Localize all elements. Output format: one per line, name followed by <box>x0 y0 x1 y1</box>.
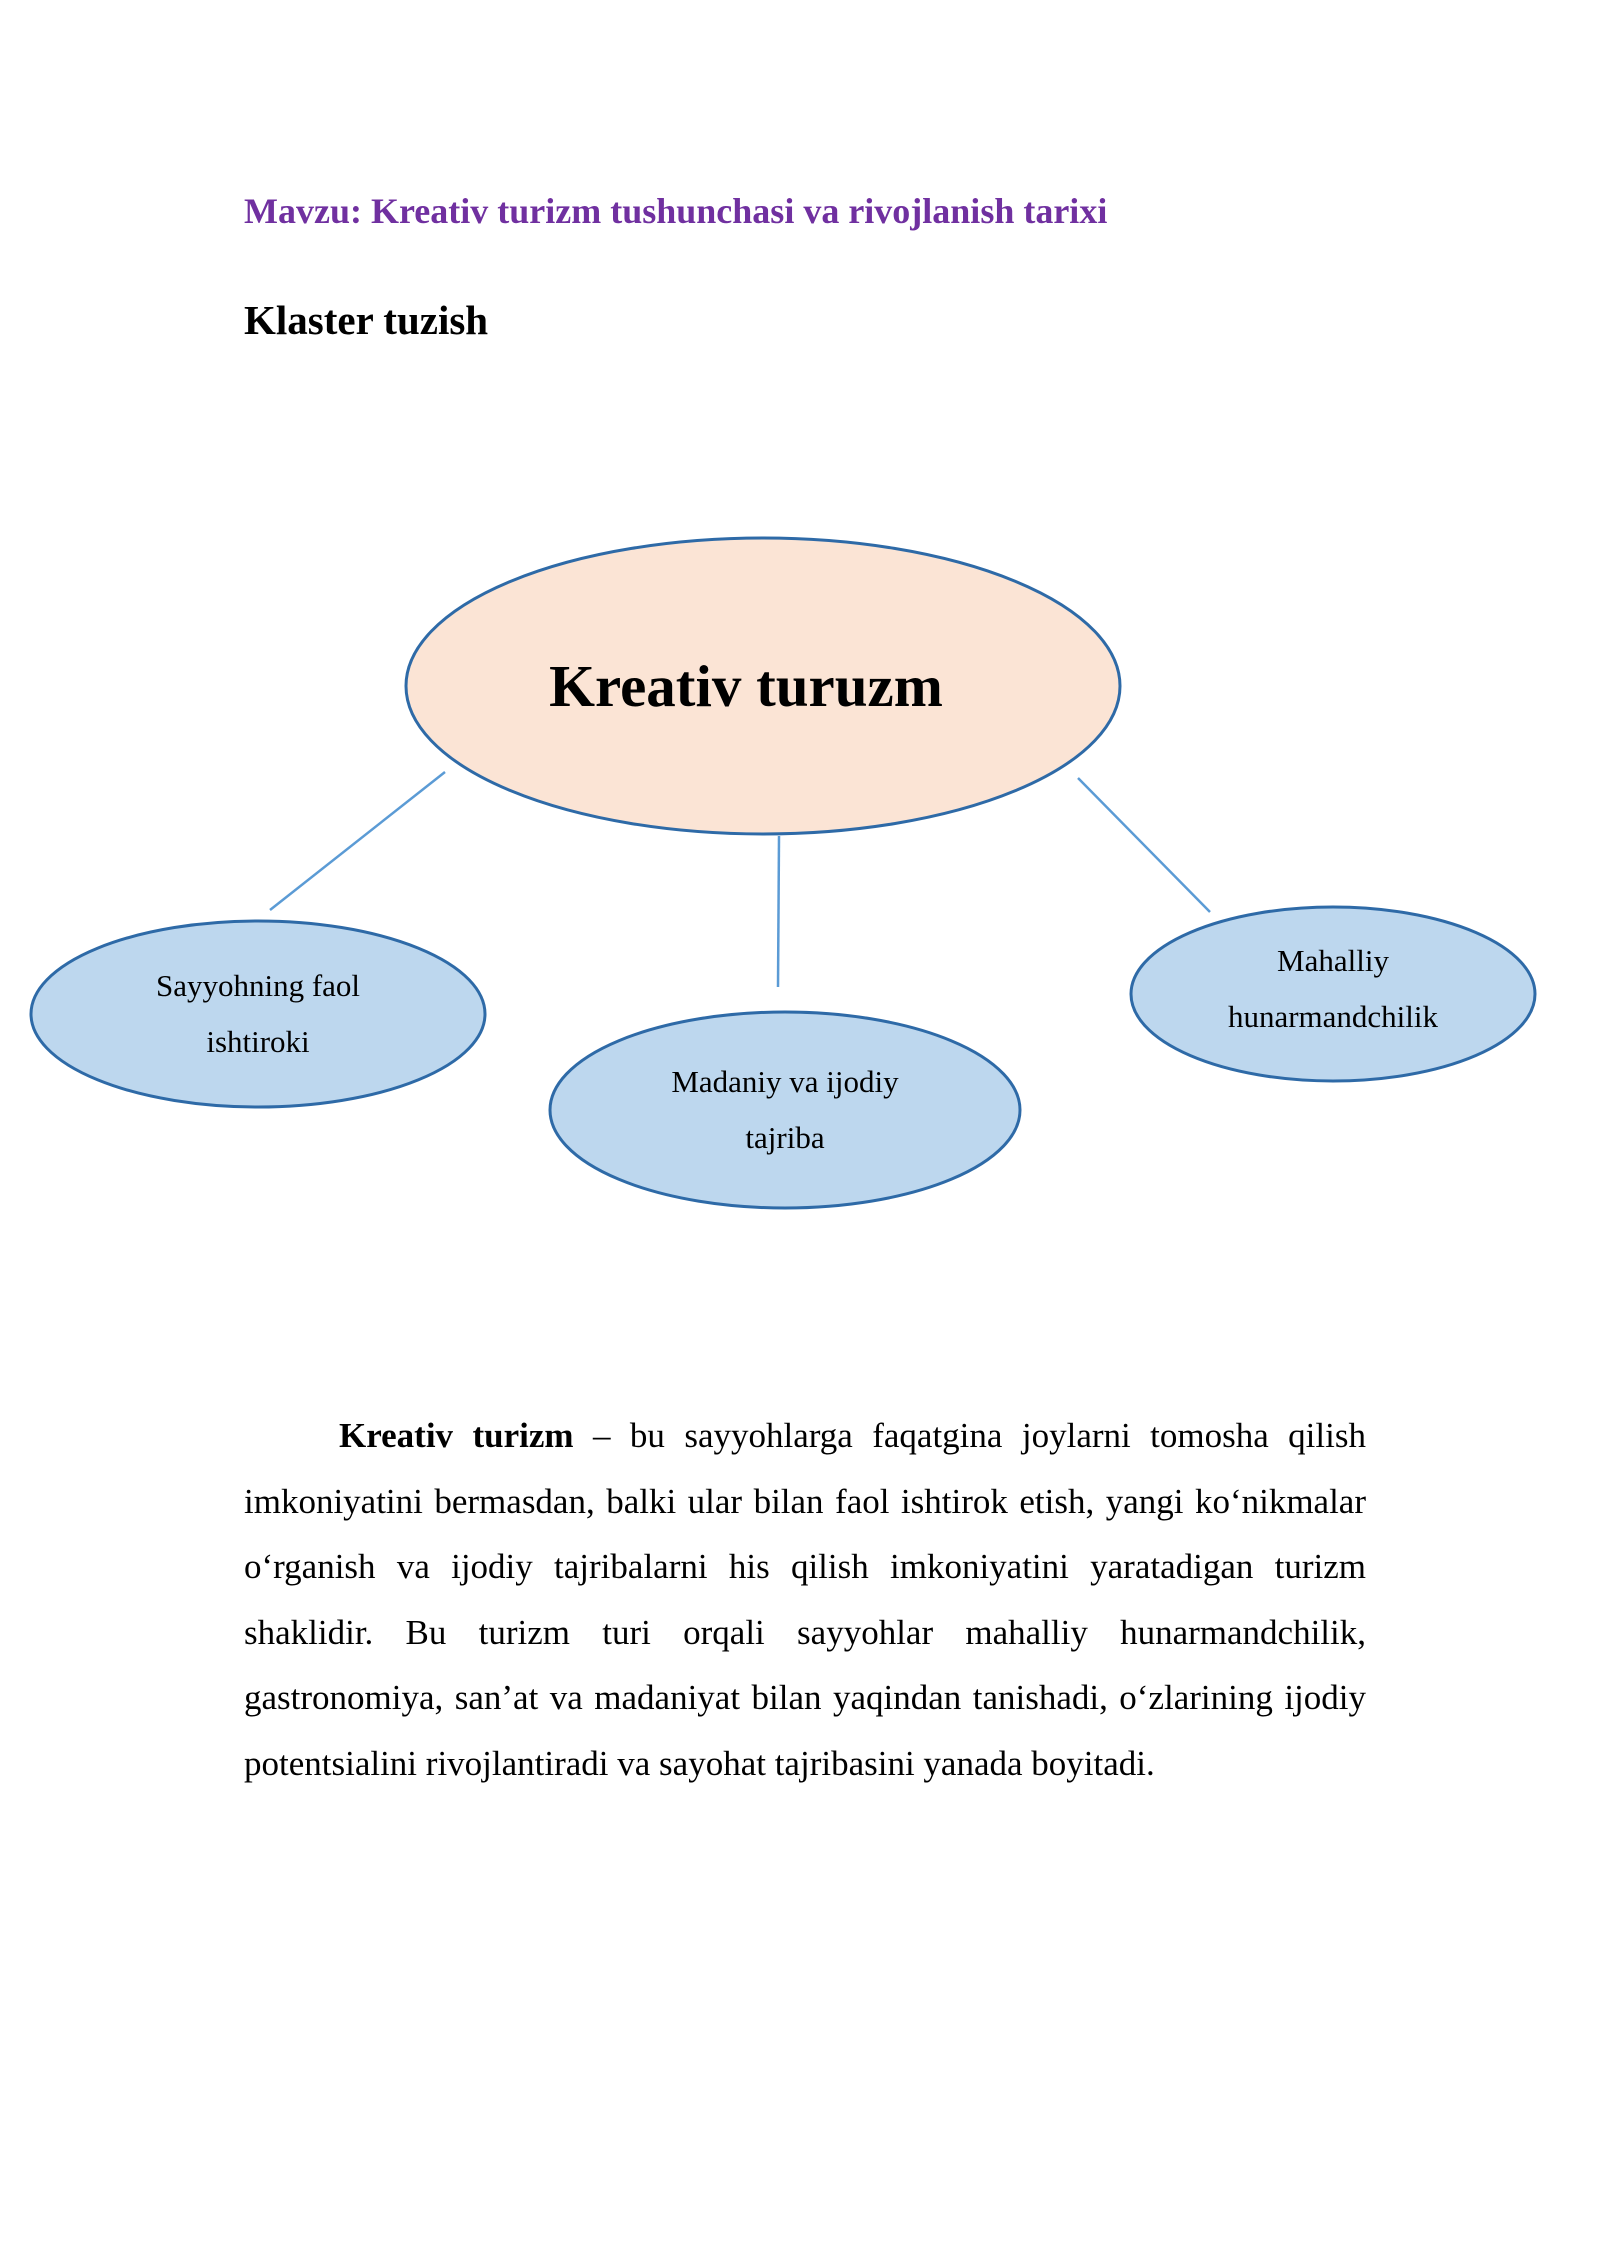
child-node-1-line1: Sayyohning faol <box>155 968 361 1003</box>
connector-line-middle <box>778 836 779 987</box>
child-node-2-line1: Madaniy va ijodiy <box>671 1064 899 1099</box>
topic-title: Mavzu: Kreativ turizm tushunchasi va rivojlanish tarixi <box>244 191 1108 231</box>
defined-term: Kreativ turizm <box>339 1416 574 1455</box>
child-node-3-line1: Mahalliy <box>1277 943 1389 978</box>
section-heading: Klaster tuzish <box>244 297 489 343</box>
center-node-label: Kreativ turuzm <box>549 653 943 719</box>
connector-line-right <box>1078 778 1210 912</box>
child-node-label-2 <box>585 1054 985 1166</box>
definition-text: – bu sayyohlarga faqatgina joylarni tomosha qilish imkoniyatini bermasdan, balki ular bilan faol ishtirok etish, yangi ko‘nikmalar o‘rganish va ijodiy tajribalarni his qilish imkoniyatini yaratadigan turizm shaklidir. Bu turizm turi orqali sayyohlar mahalliy hunarmandchilik, gastronomiya, san’at va madaniyat bilan yaqindan tanishadi, o‘zlarining ijodiy potentsialini rivojlantiradi va sayohat tajribasini yanada boyitadi. <box>244 1416 1366 1783</box>
connector-line-left <box>270 772 445 910</box>
child-node-2-line2: tajriba <box>745 1120 825 1155</box>
child-node-3-line2: hunarmandchilik <box>1227 999 1439 1034</box>
child-node-1-line2: ishtiroki <box>206 1024 310 1059</box>
definition-paragraph <box>244 1403 1366 1796</box>
child-node-label-1 <box>58 958 458 1070</box>
child-node-label-3 <box>1133 933 1533 1045</box>
